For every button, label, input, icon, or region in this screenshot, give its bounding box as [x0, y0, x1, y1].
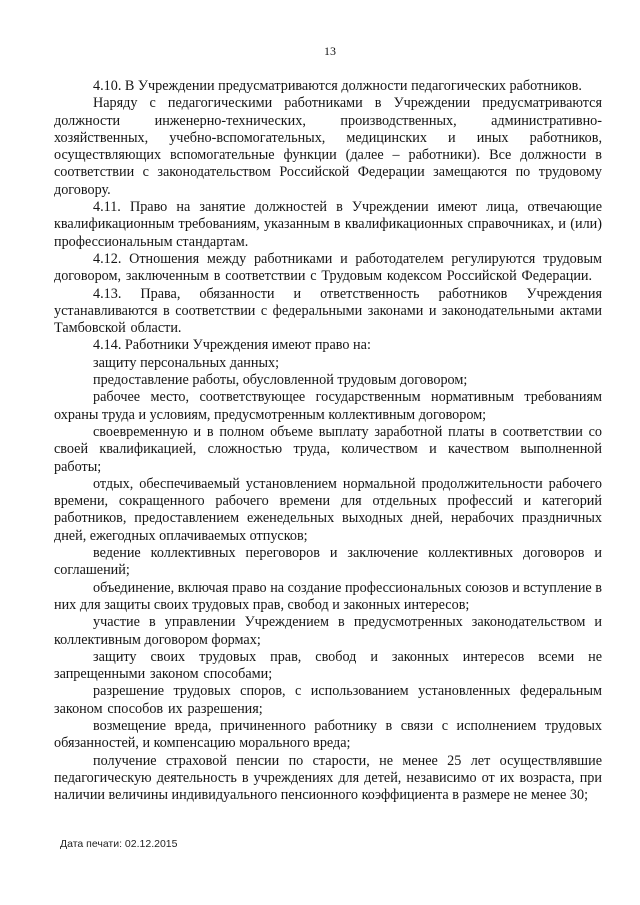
clause-4-13: 4.13. Права, обязанности и ответственность работников Учреждения устанавливаются в соответствии с федеральными законами и законодательными актами Тамбовской области.	[54, 285, 602, 337]
clause-4-14: 4.14. Работники Учреждения имеют право на:	[93, 337, 371, 354]
right-rest: отдых, обеспечиваемый установлением нормальной продолжительности рабочего времени, сокращенного рабочего времени для отдельных профессий и категорий работников, предоставлением еженедельных выходных дней, нерабочих праздничных дней, ежегодных оплачиваемых отпусков;	[54, 475, 602, 544]
document-body	[54, 78, 602, 804]
right-compensation: возмещение вреда, причиненного работнику в связи с исполнением трудовых обязанностей, и компенсацию морального вреда;	[54, 717, 602, 752]
clause-4-11: 4.11. Право на занятие должностей в Учреждении имеют лица, отвечающие квалификационным требованиям, указанным в квалификационных справочниках, и (или) профессиональным стандартам.	[54, 199, 602, 250]
right-participation: участие в управлении Учреждением в предусмотренных законодательством и коллективным договором формах;	[54, 614, 602, 648]
right-association: объединение, включая право на создание профессиональных союзов и вступление в них для защиты своих трудовых прав, свобод и законных интересов;	[54, 579, 602, 613]
clause-4-10-positions: Наряду с педагогическими работниками в Учреждении предусматриваются должности инженерно-технических, производственных, административно-хозяйственных, учебно-вспомогательных, медицинских и иных работников, осуществляющих вспомогательные функции (далее – работники). Все должности в соответствии с законодательством Российской Федерации замещаются по трудовому договору.	[54, 95, 602, 198]
right-timely-pay: своевременную и в полном объеме выплату заработной платы в соответствии со своей квалификацией, сложностью труда, количеством и качеством выполненной работы;	[54, 423, 602, 475]
right-personal-data: защиту персональных данных;	[93, 354, 280, 371]
page-number: 13	[324, 44, 336, 58]
right-pension: получение страховой пенсии по старости, не менее 25 лет осуществлявшие педагогическую деятельность в учреждениях для детей, независимо от их возраста, при наличии величины индивидуального пенсионного коэффициента в размере не менее 30;	[54, 752, 602, 804]
right-protection: защиту своих трудовых прав, свобод и законных интересов всеми не запрещенными законом способами;	[54, 648, 602, 683]
clause-4-10: 4.10. В Учреждении предусматриваются должности педагогических работников.	[93, 78, 582, 94]
right-work-provision: предоставление работы, обусловленной трудовым договором;	[93, 372, 468, 389]
print-date: Дата печати: 02.12.2015	[60, 838, 178, 850]
right-dispute-resolution: разрешение трудовых споров, с использованием установленных федеральным законом способов их разрешения;	[54, 683, 602, 717]
clause-4-12: 4.12. Отношения между работниками и работодателем регулируются трудовым договором, заключенным в соответствии с Трудовым кодексом Российской Федерации.	[54, 250, 602, 285]
right-workplace: рабочее место, соответствующее государственным нормативным требованиям охраны труда и условиям, предусмотренным коллективным договором;	[54, 389, 602, 423]
right-collective-bargaining: ведение коллективных переговоров и заключение коллективных договоров и соглашений;	[54, 545, 602, 579]
